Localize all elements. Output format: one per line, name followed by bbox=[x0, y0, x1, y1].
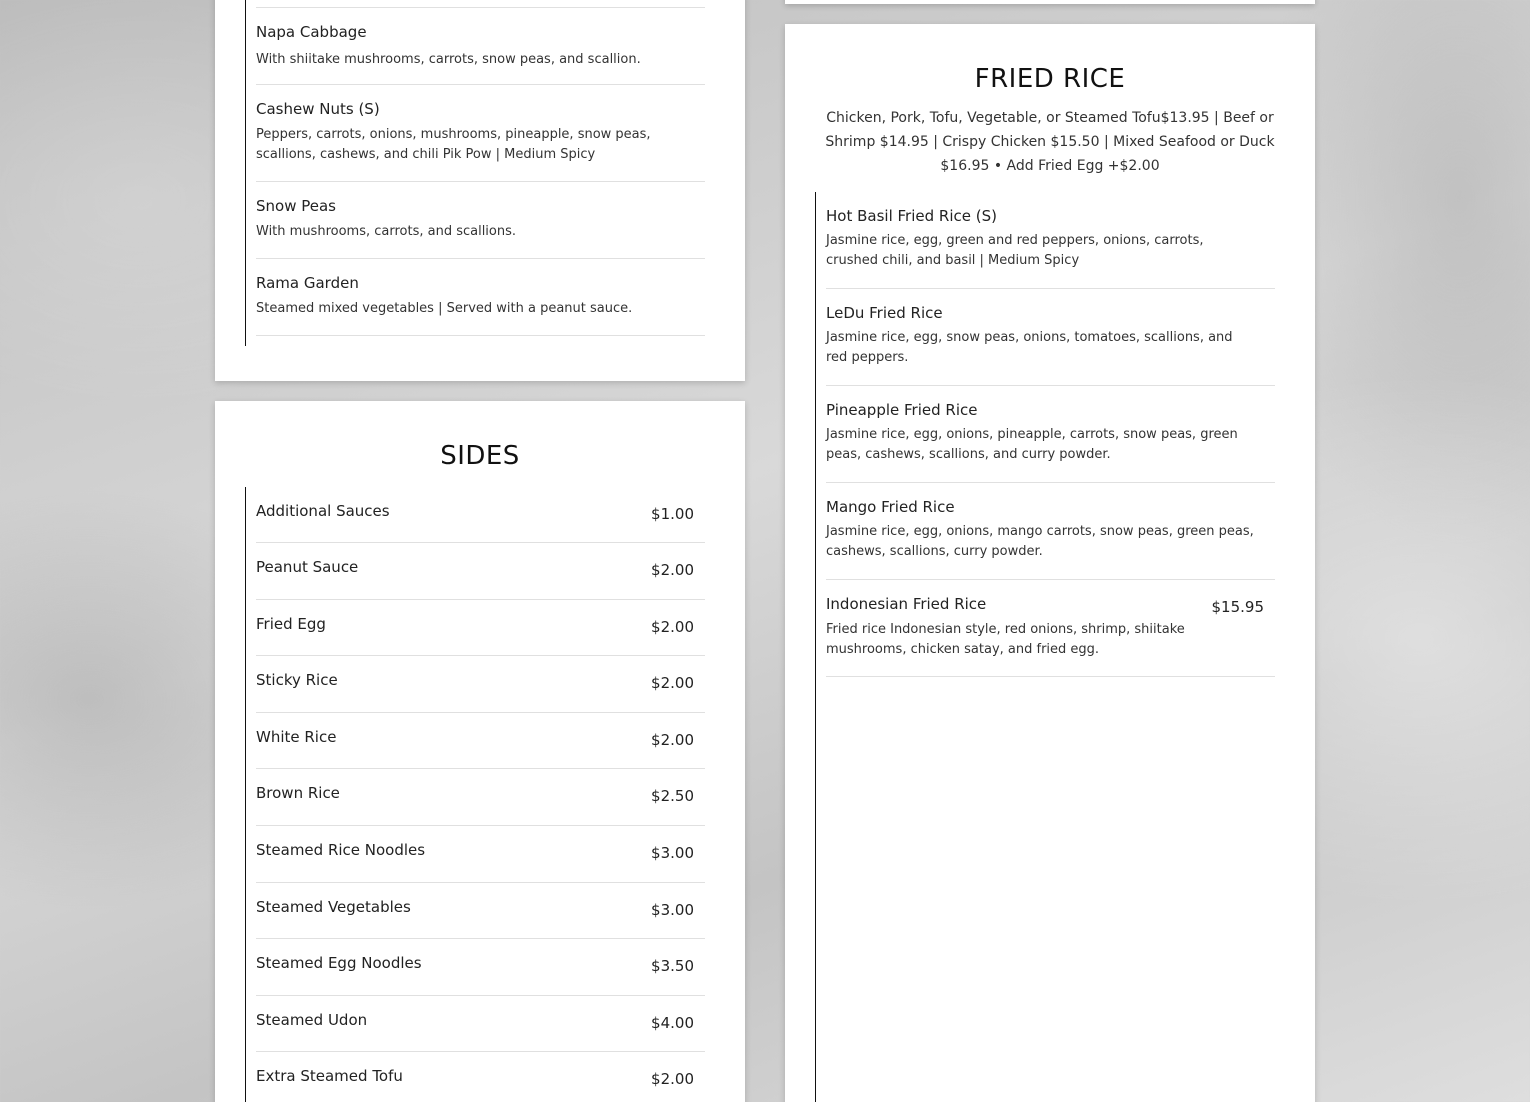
menu-item-name: Pineapple Fried Rice bbox=[826, 401, 978, 419]
menu-item-price: $1.00 bbox=[651, 505, 694, 523]
menu-item bbox=[256, 826, 705, 883]
menu-item bbox=[256, 85, 705, 182]
menu-item-name: Napa Cabbage bbox=[256, 23, 367, 41]
section-pricing-subtitle: Chicken, Pork, Tofu, Vegetable, or Steamed Tofu$13.95 | Beef or Shrimp $14.95 | Crispy Chicken $15.50 | Mixed Seafood or Duck $16.95 • Add Fried Egg +$2.00 bbox=[825, 110, 1275, 174]
menu-item bbox=[256, 1052, 705, 1102]
menu-item bbox=[256, 182, 705, 259]
menu-item-name: Additional Sauces bbox=[256, 502, 390, 520]
menu-item-name: Brown Rice bbox=[256, 784, 340, 802]
menu-item-description: Jasmine rice, egg, snow peas, onions, tomatoes, scallions, and red peppers. bbox=[826, 330, 1233, 365]
menu-item bbox=[826, 483, 1275, 580]
menu-item bbox=[256, 996, 705, 1052]
menu-item bbox=[256, 939, 705, 996]
sides-item-list bbox=[245, 487, 705, 1102]
menu-item-name: LeDu Fried Rice bbox=[826, 304, 943, 322]
sides-menu-card bbox=[215, 401, 745, 1102]
menu-item-name: Steamed Egg Noodles bbox=[256, 954, 422, 972]
menu-item-name: White Rice bbox=[256, 728, 337, 746]
menu-item bbox=[256, 883, 705, 939]
vegetables-item-list bbox=[245, 0, 705, 346]
menu-item-price: $2.00 bbox=[651, 674, 694, 692]
menu-item-name: Steamed Rice Noodles bbox=[256, 841, 426, 859]
menu-item-price: $2.00 bbox=[651, 1070, 694, 1088]
menu-item-name: Extra Steamed Tofu bbox=[256, 1067, 403, 1085]
menu-item bbox=[256, 769, 705, 826]
section-title: FRIED RICE bbox=[974, 64, 1126, 94]
vegetables-menu-card bbox=[215, 0, 745, 381]
menu-item-description: Jasmine rice, egg, onions, pineapple, carrots, snow peas, green peas, cashews, scallions, and curry powder. bbox=[826, 427, 1238, 462]
menu-item bbox=[826, 386, 1275, 483]
menu-item bbox=[256, 600, 705, 656]
section-title: SIDES bbox=[440, 441, 520, 471]
menu-item bbox=[256, 8, 705, 85]
menu-item-name: Indonesian Fried Rice bbox=[826, 595, 987, 613]
menu-item-description: Peppers, carrots, onions, mushrooms, pineapple, snow peas, scallions, cashews, and chili Pik Pow | Medium Spicy bbox=[256, 127, 651, 162]
menu-item-description: Jasmine rice, egg, green and red peppers, onions, carrots, crushed chili, and basil | Medium Spicy bbox=[826, 233, 1204, 268]
fried-rice-menu-card bbox=[785, 24, 1315, 1102]
list-divider-top bbox=[256, 0, 705, 8]
menu-item-name: Cashew Nuts (S) bbox=[256, 100, 380, 118]
menu-item-name: Peanut Sauce bbox=[256, 558, 359, 576]
menu-item bbox=[256, 259, 705, 336]
menu-item-description: With mushrooms, carrots, and scallions. bbox=[256, 224, 517, 239]
menu-item-name: Steamed Vegetables bbox=[256, 898, 411, 916]
menu-item-price: $3.00 bbox=[651, 901, 694, 919]
menu-item-name: Sticky Rice bbox=[256, 671, 338, 689]
menu-item bbox=[256, 656, 705, 713]
menu-item-description: Jasmine rice, egg, onions, mango carrots, snow peas, green peas, cashews, scallions, curry powder. bbox=[826, 524, 1254, 559]
menu-item-price: $2.00 bbox=[651, 731, 694, 749]
menu-item bbox=[826, 289, 1275, 386]
menu-item-name: Hot Basil Fried Rice (S) bbox=[826, 207, 997, 225]
menu-item-name: Fried Egg bbox=[256, 615, 326, 633]
menu-item-price: $4.00 bbox=[651, 1014, 694, 1032]
menu-item-description: With shiitake mushrooms, carrots, snow peas, and scallion. bbox=[256, 52, 641, 67]
menu-item-description: Steamed mixed vegetables | Served with a peanut sauce. bbox=[256, 301, 633, 316]
menu-item bbox=[256, 487, 705, 543]
menu-item bbox=[256, 713, 705, 769]
menu-item-price: $15.95 bbox=[1211, 598, 1264, 616]
menu-item bbox=[256, 543, 705, 600]
menu-item-name: Steamed Udon bbox=[256, 1011, 368, 1029]
menu-item-name: Rama Garden bbox=[256, 274, 359, 292]
menu-item-description: Fried rice Indonesian style, red onions, shrimp, shiitake mushrooms, chicken satay, and fried egg. bbox=[826, 622, 1185, 657]
menu-item-price: $2.50 bbox=[651, 787, 694, 805]
menu-item-price: $3.00 bbox=[651, 844, 694, 862]
menu-item bbox=[826, 192, 1275, 289]
menu-item-name: Mango Fried Rice bbox=[826, 498, 955, 516]
previous-section-card bbox=[785, 0, 1315, 4]
menu-item-price: $2.00 bbox=[651, 618, 694, 636]
menu-item-price: $3.50 bbox=[651, 957, 694, 975]
fried-rice-item-list bbox=[815, 192, 1275, 1102]
menu-item bbox=[826, 580, 1275, 677]
menu-item-name: Snow Peas bbox=[256, 197, 336, 215]
menu-item-price: $2.00 bbox=[651, 561, 694, 579]
